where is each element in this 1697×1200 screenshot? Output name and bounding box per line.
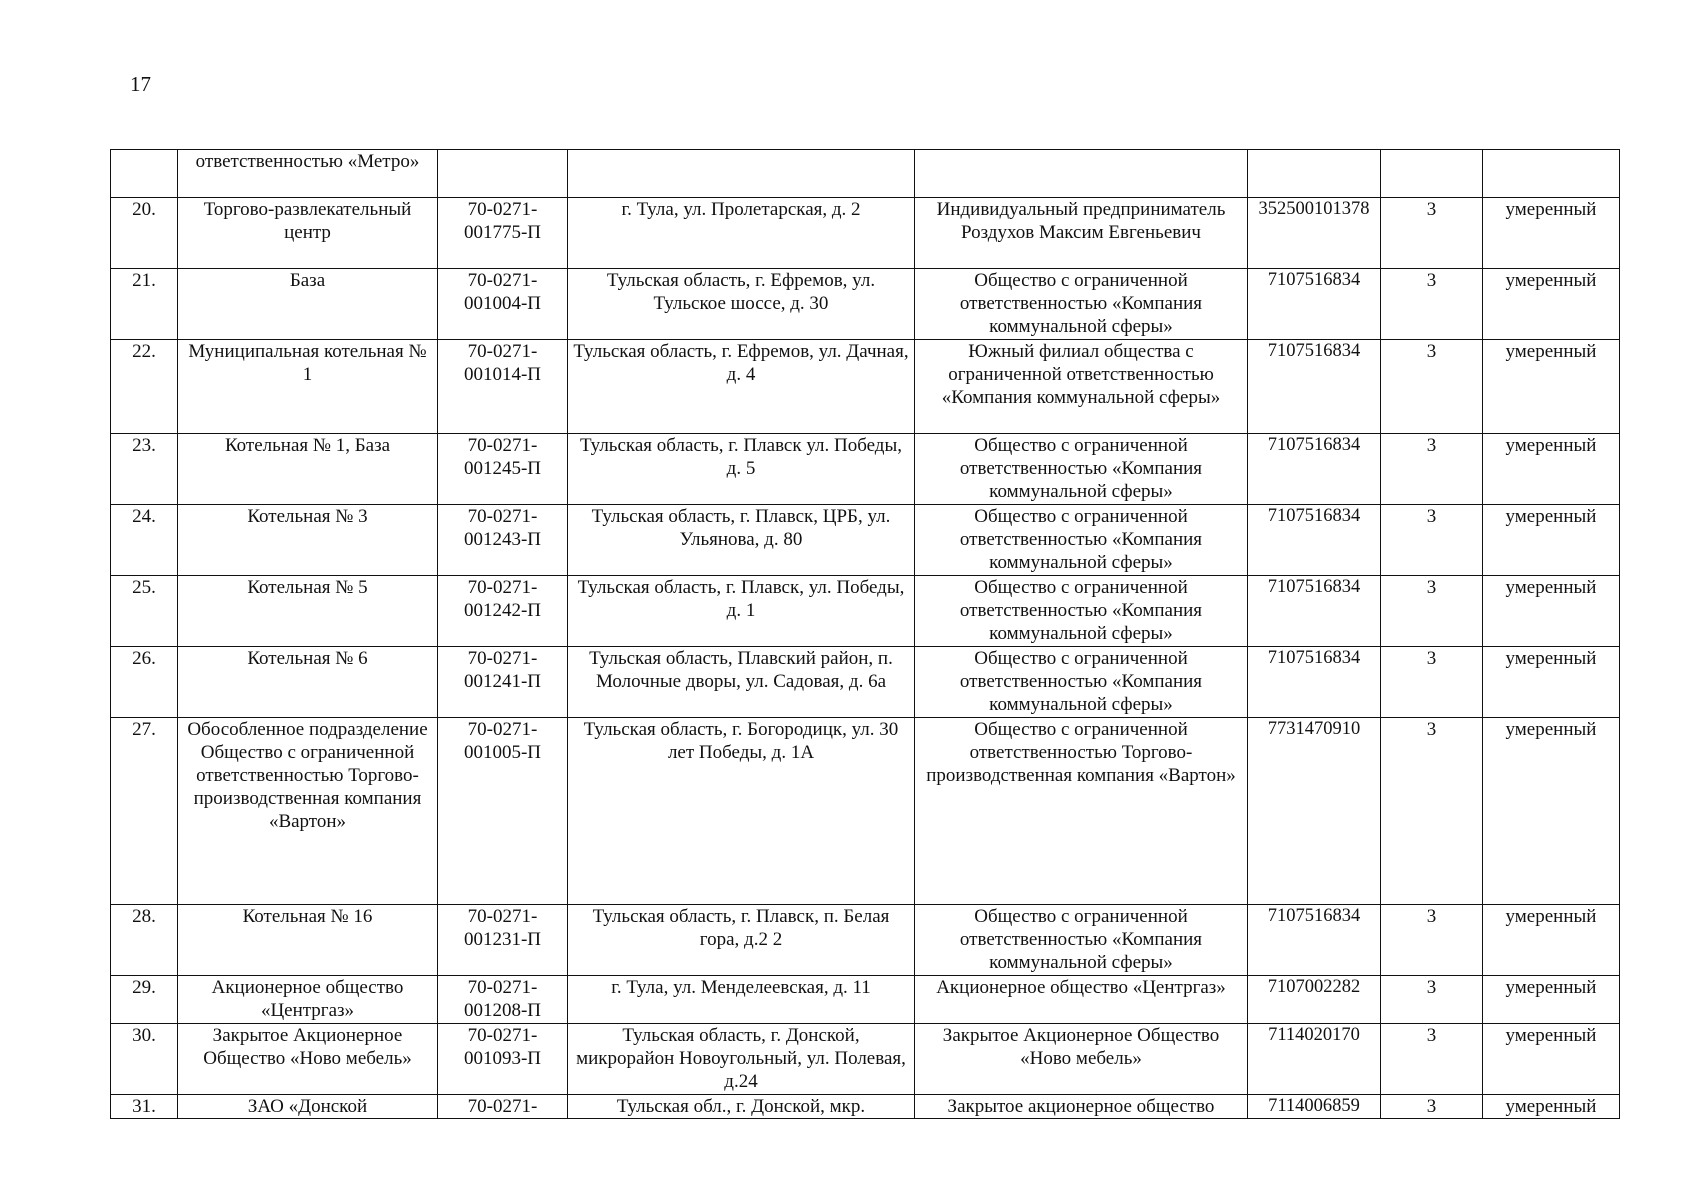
table-row <box>111 198 1620 269</box>
operator-cell: Общество с ограниченной ответственностью «Компания коммунальной сферы» <box>915 505 1248 576</box>
operator-cell: Общество с ограниченной ответственностью «Компания коммунальной сферы» <box>915 647 1248 718</box>
table-row <box>111 505 1620 576</box>
row-number-cell: 26. <box>111 647 178 718</box>
object-name-cell: Котельная № 6 <box>178 647 438 718</box>
row-number-cell: 20. <box>111 198 178 269</box>
category-cell: 3 <box>1381 718 1483 905</box>
risk-cell: умеренный <box>1483 505 1620 576</box>
row-number-cell: 23. <box>111 434 178 505</box>
table-row <box>111 718 1620 905</box>
address-cell: Тульская область, г. Ефремов, ул. Тульское шоссе, д. 30 <box>568 269 915 340</box>
address-cell: Тульская область, г. Богородицк, ул. 30 лет Победы, д. 1А <box>568 718 915 905</box>
object-name-cell: Котельная № 5 <box>178 576 438 647</box>
table-row <box>111 340 1620 434</box>
inn-cell: 352500101378 <box>1248 198 1381 269</box>
operator-cell: Индивидуальный предприниматель Роздухов Максим Евгеньевич <box>915 198 1248 269</box>
risk-cell: умеренный <box>1483 340 1620 434</box>
address-cell: Тульская область, г. Донской, микрорайон Новоугольный, ул. Полевая, д.24 <box>568 1024 915 1095</box>
address-cell: Тульская обл., г. Донской, мкр. <box>568 1095 915 1119</box>
row-number-cell: 25. <box>111 576 178 647</box>
object-code-cell: 70-0271-001005-П <box>438 718 568 905</box>
address-cell: г. Тула, ул. Менделеевская, д. 11 <box>568 976 915 1024</box>
risk-cell: умеренный <box>1483 1024 1620 1095</box>
table-row <box>111 647 1620 718</box>
table-row <box>111 905 1620 976</box>
inn-cell: 7107002282 <box>1248 976 1381 1024</box>
registry-table <box>110 149 1620 1119</box>
risk-cell: умеренный <box>1483 269 1620 340</box>
object-code-cell: 70-0271-001243-П <box>438 505 568 576</box>
object-code-cell: 70-0271-001241-П <box>438 647 568 718</box>
address-cell: Тульская область, г. Плавск, ул. Победы, д. 1 <box>568 576 915 647</box>
table-row <box>111 434 1620 505</box>
row-number-cell: 28. <box>111 905 178 976</box>
operator-cell: Общество с ограниченной ответственностью «Компания коммунальной сферы» <box>915 905 1248 976</box>
object-code-cell: 70-0271- <box>438 1095 568 1119</box>
object-code-cell: 70-0271-001242-П <box>438 576 568 647</box>
address-cell: Тульская область, г. Плавск, п. Белая гора, д.2 2 <box>568 905 915 976</box>
category-cell: 3 <box>1381 340 1483 434</box>
inn-cell <box>1248 150 1381 198</box>
table-row <box>111 1024 1620 1095</box>
inn-cell: 7114020170 <box>1248 1024 1381 1095</box>
row-number-cell: 31. <box>111 1095 178 1119</box>
object-name-cell: Котельная № 3 <box>178 505 438 576</box>
table-row <box>111 1095 1620 1119</box>
object-name-cell: Муниципальная котельная № 1 <box>178 340 438 434</box>
object-code-cell <box>438 150 568 198</box>
operator-cell: Закрытое Акционерное Общество «Ново мебель» <box>915 1024 1248 1095</box>
risk-cell: умеренный <box>1483 576 1620 647</box>
object-name-cell: Котельная № 1, База <box>178 434 438 505</box>
object-name-cell: Обособленное подразделение Общество с ограниченной ответственностью Торгово-производственная компания «Вартон» <box>178 718 438 905</box>
inn-cell: 7107516834 <box>1248 576 1381 647</box>
object-code-cell: 70-0271-001014-П <box>438 340 568 434</box>
operator-cell: Общество с ограниченной ответственностью «Компания коммунальной сферы» <box>915 434 1248 505</box>
object-name-cell: ЗАО «Донской <box>178 1095 438 1119</box>
category-cell: 3 <box>1381 269 1483 340</box>
object-code-cell: 70-0271-001775-П <box>438 198 568 269</box>
table-row <box>111 269 1620 340</box>
category-cell: 3 <box>1381 198 1483 269</box>
object-code-cell: 70-0271-001208-П <box>438 976 568 1024</box>
category-cell: 3 <box>1381 1095 1483 1119</box>
operator-cell: Общество с ограниченной ответственностью Торгово-производственная компания «Вартон» <box>915 718 1248 905</box>
inn-cell: 7107516834 <box>1248 340 1381 434</box>
category-cell: 3 <box>1381 1024 1483 1095</box>
address-cell: Тульская область, г. Ефремов, ул. Дачная, д. 4 <box>568 340 915 434</box>
inn-cell: 7731470910 <box>1248 718 1381 905</box>
address-cell: г. Тула, ул. Пролетарская, д. 2 <box>568 198 915 269</box>
operator-cell: Южный филиал общества с ограниченной ответственностью «Компания коммунальной сферы» <box>915 340 1248 434</box>
page-number: 17 <box>130 72 151 96</box>
object-code-cell: 70-0271-001004-П <box>438 269 568 340</box>
inn-cell: 7114006859 <box>1248 1095 1381 1119</box>
risk-cell: умеренный <box>1483 198 1620 269</box>
table-row <box>111 576 1620 647</box>
operator-cell: Закрытое акционерное общество <box>915 1095 1248 1119</box>
risk-cell: умеренный <box>1483 976 1620 1024</box>
object-code-cell: 70-0271-001245-П <box>438 434 568 505</box>
category-cell: 3 <box>1381 434 1483 505</box>
risk-cell: умеренный <box>1483 718 1620 905</box>
risk-cell: умеренный <box>1483 905 1620 976</box>
object-name-cell: Акционерное общество «Центргаз» <box>178 976 438 1024</box>
inn-cell: 7107516834 <box>1248 647 1381 718</box>
object-name-cell: База <box>178 269 438 340</box>
row-number-cell <box>111 150 178 198</box>
row-number-cell: 27. <box>111 718 178 905</box>
row-number-cell: 30. <box>111 1024 178 1095</box>
inn-cell: 7107516834 <box>1248 434 1381 505</box>
object-name-cell: Закрытое Акционерное Общество «Ново мебель» <box>178 1024 438 1095</box>
operator-cell: Акционерное общество «Центргаз» <box>915 976 1248 1024</box>
object-code-cell: 70-0271-001231-П <box>438 905 568 976</box>
operator-cell <box>915 150 1248 198</box>
risk-cell: умеренный <box>1483 1095 1620 1119</box>
address-cell: Тульская область, Плавский район, п. Молочные дворы, ул. Садовая, д. 6а <box>568 647 915 718</box>
object-name-cell: Торгово-развлекательный центр <box>178 198 438 269</box>
inn-cell: 7107516834 <box>1248 505 1381 576</box>
inn-cell: 7107516834 <box>1248 905 1381 976</box>
risk-cell: умеренный <box>1483 647 1620 718</box>
table-row <box>111 150 1620 198</box>
address-cell: Тульская область, г. Плавск, ЦРБ, ул. Ульянова, д. 80 <box>568 505 915 576</box>
address-cell: Тульская область, г. Плавск ул. Победы, д. 5 <box>568 434 915 505</box>
object-name-cell: ответственностью «Метро» <box>178 150 438 198</box>
object-code-cell: 70-0271-001093-П <box>438 1024 568 1095</box>
category-cell: 3 <box>1381 976 1483 1024</box>
category-cell: 3 <box>1381 505 1483 576</box>
inn-cell: 7107516834 <box>1248 269 1381 340</box>
category-cell: 3 <box>1381 647 1483 718</box>
object-name-cell: Котельная № 16 <box>178 905 438 976</box>
operator-cell: Общество с ограниченной ответственностью «Компания коммунальной сферы» <box>915 269 1248 340</box>
risk-cell: умеренный <box>1483 434 1620 505</box>
row-number-cell: 29. <box>111 976 178 1024</box>
table-row <box>111 976 1620 1024</box>
category-cell: 3 <box>1381 576 1483 647</box>
address-cell <box>568 150 915 198</box>
row-number-cell: 22. <box>111 340 178 434</box>
row-number-cell: 21. <box>111 269 178 340</box>
category-cell: 3 <box>1381 905 1483 976</box>
risk-cell <box>1483 150 1620 198</box>
operator-cell: Общество с ограниченной ответственностью «Компания коммунальной сферы» <box>915 576 1248 647</box>
category-cell <box>1381 150 1483 198</box>
row-number-cell: 24. <box>111 505 178 576</box>
